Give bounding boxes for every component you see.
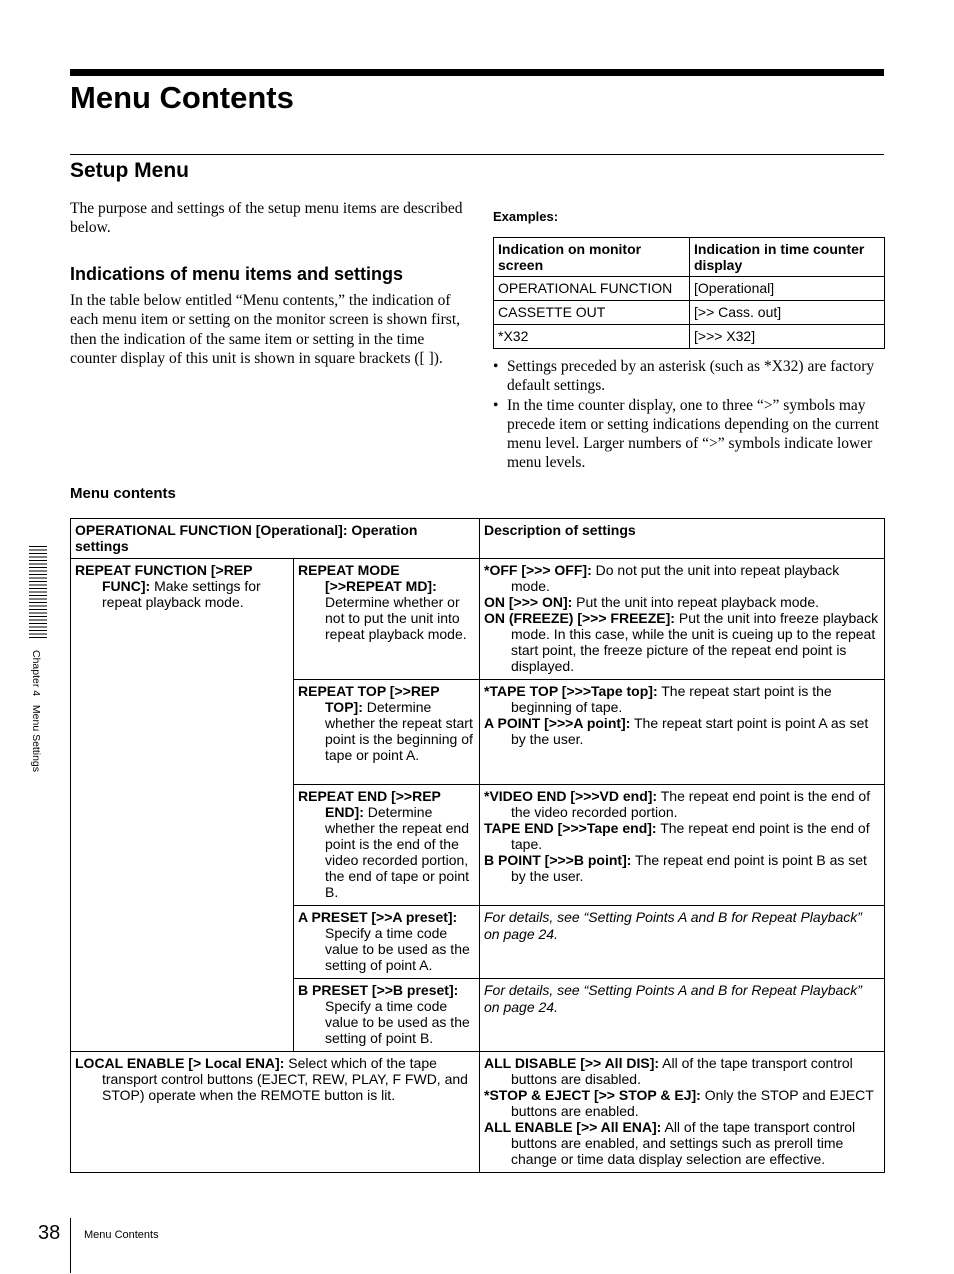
cross-reference: For details, see “Setting Points A and B for Repeat Playback” on page 24. [484, 909, 862, 942]
examples-table [493, 237, 885, 349]
menu-header-row [71, 519, 885, 559]
table-row [494, 277, 885, 301]
list-item: • In the time counter display, one to three “>” symbols may precede item or setting indications depending on the current menu level. Larger numbers of “>” symbols indicate lower menu levels. [493, 396, 885, 473]
setting-entry [484, 683, 880, 715]
footer-divider [70, 1218, 71, 1273]
setting-entry [484, 1055, 880, 1087]
chapter-side-label [30, 650, 42, 772]
menu-contents-table [70, 518, 885, 1173]
repeat-mode-cell [294, 559, 480, 680]
setting-entry [484, 562, 880, 594]
table-cell: [Operational] [690, 277, 885, 301]
table-cell: [>>> X32] [690, 325, 885, 349]
list-item: • Settings preceded by an asterisk (such as *X32) are factory default settings. [493, 357, 885, 396]
chapter-tab-marks [29, 546, 47, 638]
table-row [494, 301, 885, 325]
setting-text: Only the STOP and EJECT buttons are enabled. [511, 1087, 874, 1119]
setting-entry [484, 715, 880, 747]
section-rule [70, 154, 884, 155]
repeat-top-label: REPEAT TOP [>>REP TOP]: [298, 683, 440, 715]
chapter-title: Menu Settings [30, 704, 42, 773]
setting-entry [484, 610, 880, 674]
setting-label: *TAPE TOP [>>>Tape top]: [484, 683, 658, 699]
local-enable-label: LOCAL ENABLE [> Local ENA]: [75, 1055, 285, 1071]
b-preset-desc [480, 979, 885, 1052]
setting-label: *VIDEO END [>>>VD end]: [484, 788, 658, 804]
setting-text: The repeat end point is the end of the video recorded portion. [511, 788, 871, 820]
repeat-function-cell [71, 559, 294, 1052]
b-preset-text: Specify a time code value to be used as the setting of point B. [325, 998, 470, 1046]
table-row [71, 559, 885, 680]
repeat-mode-entry [298, 562, 475, 642]
notes-list [493, 357, 885, 473]
menu-header-left-text: OPERATIONAL FUNCTION [Operational]: Operation settings [75, 522, 418, 554]
a-preset-cell [294, 906, 480, 979]
repeat-function-label: REPEAT FUNCTION [>REP FUNC]: [75, 562, 253, 594]
repeat-top-text: Determine whether the repeat start point is the beginning of tape or point A. [325, 699, 473, 763]
setting-label: TAPE END [>>>Tape end]: [484, 820, 657, 836]
repeat-end-entry [298, 788, 475, 900]
a-preset-desc [480, 906, 885, 979]
setting-text: All of the tape transport control buttons are disabled. [511, 1055, 853, 1087]
setting-text: The repeat end point is point B as set by the user. [511, 852, 867, 884]
repeat-function-entry [75, 562, 289, 610]
setting-entry [484, 1087, 880, 1119]
intro-paragraph: The purpose and settings of the setup menu items are described below. [70, 200, 463, 237]
a-preset-label: A PRESET [>>A preset]: [298, 909, 458, 925]
table-cell: *X32 [494, 325, 690, 349]
repeat-mode-text: Determine whether or not to put the unit into repeat playback mode. [325, 594, 467, 642]
table-cell: OPERATIONAL FUNCTION [494, 277, 690, 301]
section-heading: Setup Menu [70, 159, 189, 182]
setting-label: *OFF [>>> OFF]: [484, 562, 592, 578]
setting-text: The repeat end point is the end of tape. [511, 820, 870, 852]
local-enable-text: Select which of the tape transport control buttons (EJECT, REW, PLAY, F FWD, and STOP) operate when the REMOTE button is lit. [102, 1055, 468, 1103]
repeat-top-desc [480, 680, 885, 785]
menu-header-right-text: Description of settings [484, 522, 636, 538]
table-row [71, 1052, 885, 1173]
setting-text: Put the unit into repeat playback mode. [572, 594, 820, 610]
examples-header-monitor: Indication on monitor screen [494, 238, 690, 277]
local-enable-entry [75, 1055, 475, 1103]
setting-label: *STOP & EJECT [>> STOP & EJ]: [484, 1087, 701, 1103]
setting-text: Do not put the unit into repeat playback mode. [511, 562, 840, 594]
setting-entry [484, 852, 880, 884]
repeat-function-text: Make settings for repeat playback mode. [102, 578, 261, 610]
a-preset-entry [298, 909, 475, 973]
repeat-mode-label: REPEAT MODE [>>REPEAT MD]: [298, 562, 437, 594]
repeat-top-cell [294, 680, 480, 785]
setting-label: A POINT [>>>A point]: [484, 715, 631, 731]
setting-text: The repeat start point is the beginning of tape. [511, 683, 832, 715]
local-enable-cell [71, 1052, 480, 1173]
a-preset-text: Specify a time code value to be used as the setting of point A. [325, 925, 470, 973]
repeat-end-text: Determine whether the repeat end point is the end of the video recorded portion, the end of tape or point B. [325, 804, 469, 900]
menu-header-right [480, 519, 885, 559]
menu-header-left [71, 519, 480, 559]
table-row [494, 325, 885, 349]
repeat-mode-desc [480, 559, 885, 680]
chapter-number: Chapter 4 [30, 650, 42, 697]
b-preset-label: B PRESET [>>B preset]: [298, 982, 459, 998]
setting-label: ON [>>> ON]: [484, 594, 573, 610]
examples-header-counter: Indication in time counter display [690, 238, 885, 277]
subsection-heading: Indications of menu items and settings [70, 264, 404, 284]
setting-label: B POINT [>>>B point]: [484, 852, 632, 868]
menu-contents-label: Menu contents [70, 485, 176, 502]
setting-label: ALL ENABLE [>> All ENA]: [484, 1119, 662, 1135]
title-rule [70, 69, 884, 76]
repeat-end-label: REPEAT END [>>REP END]: [298, 788, 441, 820]
examples-label: Examples: [493, 209, 559, 224]
setting-text: Put the unit into freeze playback mode. In this case, while the unit is cueing up to the repeat start point, the freeze picture of the repeat end point is displayed. [511, 610, 879, 674]
page-number: 38 [38, 1222, 61, 1244]
page-title: Menu Contents [70, 80, 294, 115]
repeat-end-cell [294, 785, 480, 906]
setting-text: All of the tape transport control buttons are enabled, and settings such as preroll time change or time data display selection are effective. [511, 1119, 856, 1167]
b-preset-entry [298, 982, 475, 1046]
setting-entry [484, 788, 880, 820]
footer-text: Menu Contents [84, 1229, 159, 1241]
setting-entry [484, 1119, 880, 1167]
repeat-end-desc [480, 785, 885, 906]
local-enable-desc [480, 1052, 885, 1173]
b-preset-cell [294, 979, 480, 1052]
examples-header-row [494, 238, 885, 277]
repeat-top-entry [298, 683, 475, 763]
indications-paragraph: In the table below entitled “Menu contents,” the indication of each menu item or setting on the monitor screen is shown first, then the indication of the same item or setting in the time counter display of this unit is shown in square brackets ([ ]). [70, 292, 460, 367]
cross-reference: For details, see “Setting Points A and B for Repeat Playback” on page 24. [484, 982, 862, 1015]
setting-label: ON (FREEZE) [>>> FREEZE]: [484, 610, 675, 626]
setting-text: The repeat start point is point A as set by the user. [511, 715, 869, 747]
setting-entry [484, 594, 880, 610]
table-cell: CASSETTE OUT [494, 301, 690, 325]
setting-label: ALL DISABLE [>> All DIS]: [484, 1055, 660, 1071]
table-cell: [>> Cass. out] [690, 301, 885, 325]
setting-entry [484, 820, 880, 852]
